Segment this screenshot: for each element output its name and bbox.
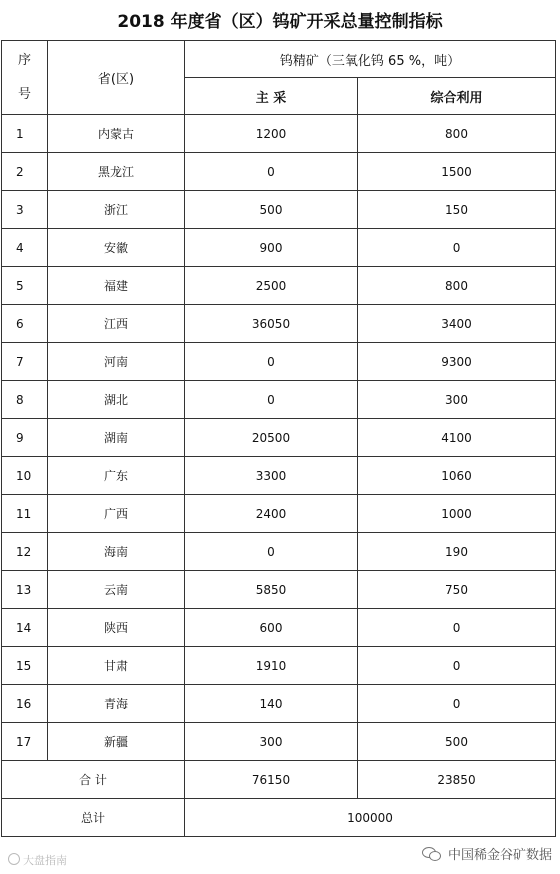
- table-row: [2, 647, 556, 685]
- header-group: 钨精矿（三氧化钨 65 %，吨）: [185, 41, 556, 78]
- header-row-1: [2, 41, 556, 78]
- row-province: 青海: [48, 685, 185, 723]
- total-row: [2, 799, 556, 837]
- row-main-mining: 0: [185, 381, 358, 419]
- row-main-mining: 3300: [185, 457, 358, 495]
- row-index: 3: [2, 191, 48, 229]
- watermark-right-text: 中国稀金谷矿数据: [447, 848, 552, 863]
- row-province: 云南: [48, 571, 185, 609]
- row-index: 15: [2, 647, 48, 685]
- subtotal-main: 76150: [185, 761, 358, 799]
- row-comprehensive-use: 1000: [358, 495, 556, 533]
- row-main-mining: 0: [185, 343, 358, 381]
- row-index: 6: [2, 305, 48, 343]
- table-row: [2, 723, 556, 761]
- table-row: [2, 381, 556, 419]
- watermark-logo-icon: [8, 853, 20, 865]
- row-province: 浙江: [48, 191, 185, 229]
- header-index: 序 号: [2, 41, 48, 115]
- table-row: [2, 115, 556, 153]
- row-index: 1: [2, 115, 48, 153]
- table-row: [2, 495, 556, 533]
- table-row: [2, 685, 556, 723]
- row-comprehensive-use: 150: [358, 191, 556, 229]
- watermark-left-text: 大盘指南: [23, 854, 67, 867]
- quota-table: [1, 40, 556, 837]
- row-comprehensive-use: 750: [358, 571, 556, 609]
- row-province: 海南: [48, 533, 185, 571]
- row-index: 17: [2, 723, 48, 761]
- wechat-icon: [422, 847, 442, 861]
- row-comprehensive-use: 0: [358, 685, 556, 723]
- row-index: 11: [2, 495, 48, 533]
- row-province: 广东: [48, 457, 185, 495]
- row-comprehensive-use: 300: [358, 381, 556, 419]
- page-title: 2018 年度省（区）钨矿开采总量控制指标: [117, 12, 443, 32]
- row-index: 7: [2, 343, 48, 381]
- table-row: [2, 533, 556, 571]
- row-index: 13: [2, 571, 48, 609]
- row-main-mining: 2500: [185, 267, 358, 305]
- total-value: 100000: [185, 799, 556, 837]
- row-main-mining: 300: [185, 723, 358, 761]
- table-row: [2, 191, 556, 229]
- row-province: 内蒙古: [48, 115, 185, 153]
- row-index: 4: [2, 229, 48, 267]
- table-row: [2, 305, 556, 343]
- table-row: [2, 457, 556, 495]
- row-comprehensive-use: 0: [358, 229, 556, 267]
- table-row: [2, 571, 556, 609]
- row-index: 16: [2, 685, 48, 723]
- row-province: 黑龙江: [48, 153, 185, 191]
- row-comprehensive-use: 500: [358, 723, 556, 761]
- table-row: [2, 267, 556, 305]
- table-row: [2, 343, 556, 381]
- header-comprehensive-use: 综合利用: [358, 78, 556, 115]
- row-main-mining: 0: [185, 533, 358, 571]
- row-main-mining: 0: [185, 153, 358, 191]
- row-comprehensive-use: 800: [358, 115, 556, 153]
- row-main-mining: 5850: [185, 571, 358, 609]
- row-index: 5: [2, 267, 48, 305]
- row-comprehensive-use: 800: [358, 267, 556, 305]
- row-comprehensive-use: 0: [358, 647, 556, 685]
- total-label: 总计: [2, 799, 185, 837]
- row-province: 湖南: [48, 419, 185, 457]
- table-row: [2, 229, 556, 267]
- row-main-mining: 1910: [185, 647, 358, 685]
- row-comprehensive-use: 1060: [358, 457, 556, 495]
- row-province: 广西: [48, 495, 185, 533]
- row-index: 10: [2, 457, 48, 495]
- subtotal-comp: 23850: [358, 761, 556, 799]
- row-province: 河南: [48, 343, 185, 381]
- row-main-mining: 1200: [185, 115, 358, 153]
- subtotal-row: [2, 761, 556, 799]
- row-index: 9: [2, 419, 48, 457]
- row-main-mining: 500: [185, 191, 358, 229]
- watermark-right: [422, 844, 552, 863]
- row-index: 2: [2, 153, 48, 191]
- header-province: 省(区): [48, 41, 185, 115]
- row-province: 福建: [48, 267, 185, 305]
- header-main-mining: 主 采: [185, 78, 358, 115]
- row-main-mining: 600: [185, 609, 358, 647]
- subtotal-label: 合 计: [2, 761, 185, 799]
- row-province: 湖北: [48, 381, 185, 419]
- row-comprehensive-use: 1500: [358, 153, 556, 191]
- row-main-mining: 140: [185, 685, 358, 723]
- row-comprehensive-use: 190: [358, 533, 556, 571]
- row-main-mining: 20500: [185, 419, 358, 457]
- row-province: 安徽: [48, 229, 185, 267]
- watermark-left: [8, 852, 67, 868]
- row-province: 江西: [48, 305, 185, 343]
- table-row: [2, 153, 556, 191]
- row-province: 陕西: [48, 609, 185, 647]
- row-comprehensive-use: 9300: [358, 343, 556, 381]
- row-comprehensive-use: 4100: [358, 419, 556, 457]
- row-province: 新疆: [48, 723, 185, 761]
- row-index: 14: [2, 609, 48, 647]
- row-main-mining: 2400: [185, 495, 358, 533]
- row-main-mining: 900: [185, 229, 358, 267]
- row-index: 12: [2, 533, 48, 571]
- row-main-mining: 36050: [185, 305, 358, 343]
- table-row: [2, 419, 556, 457]
- row-comprehensive-use: 0: [358, 609, 556, 647]
- row-province: 甘肃: [48, 647, 185, 685]
- row-index: 8: [2, 381, 48, 419]
- footer: [0, 838, 560, 874]
- row-comprehensive-use: 3400: [358, 305, 556, 343]
- table-row: [2, 609, 556, 647]
